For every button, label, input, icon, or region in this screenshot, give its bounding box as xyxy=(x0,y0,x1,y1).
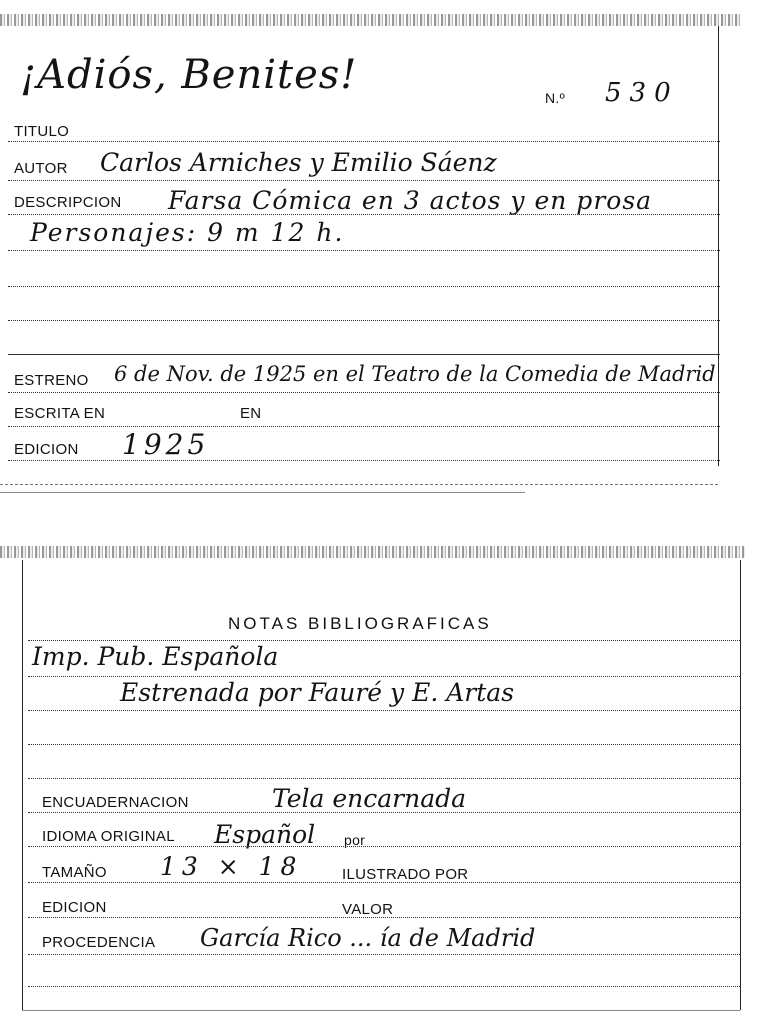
rule xyxy=(8,180,720,181)
title-handwritten: ¡Adiós, Benites! xyxy=(20,52,358,98)
procedencia-value: García Rico ... ía de Madrid xyxy=(200,924,536,952)
card-left-border xyxy=(22,560,23,1010)
card-bottom-edge xyxy=(0,484,718,485)
edicion-label: EDICION xyxy=(42,899,107,916)
card-right-border xyxy=(740,560,741,1010)
por-label: por xyxy=(344,832,366,848)
autor-label: AUTOR xyxy=(14,160,68,177)
encuadernacion-label: ENCUADERNACION xyxy=(42,794,189,811)
rule xyxy=(28,640,740,641)
procedencia-label: PROCEDENCIA xyxy=(42,934,156,951)
estreno-label: ESTRENO xyxy=(14,372,89,389)
rule xyxy=(28,710,740,711)
numero-label: N.º xyxy=(545,90,566,106)
card-top-edge xyxy=(0,14,740,26)
rule xyxy=(28,812,740,813)
tamano-label: TAMAÑO xyxy=(42,864,107,881)
rule xyxy=(8,320,720,321)
rule xyxy=(28,882,740,883)
rule xyxy=(28,917,740,918)
tamano-value: 13 × 18 xyxy=(160,852,303,881)
rule xyxy=(28,986,740,987)
rule xyxy=(8,214,720,215)
notes-line-1: Imp. Pub. Española xyxy=(32,642,279,671)
catalog-card-top xyxy=(0,0,759,500)
escrita-en-label: ESCRITA EN xyxy=(14,405,106,422)
rule xyxy=(28,744,740,745)
encuadernacion-value: Tela encarnada xyxy=(272,784,467,813)
descripcion-label: DESCRIPCION xyxy=(14,194,122,211)
card-top-edge xyxy=(0,546,745,558)
rule xyxy=(28,676,740,677)
descripcion-value: Farsa Cómica en 3 actos y en prosa xyxy=(168,186,653,215)
numero-value: 530 xyxy=(605,78,679,108)
card-bottom-edge xyxy=(0,492,525,493)
edicion-value: 1925 xyxy=(122,428,210,461)
titulo-label: TITULO xyxy=(14,123,70,140)
idioma-original-label: IDIOMA ORIGINAL xyxy=(42,828,175,845)
edicion-label: EDICION xyxy=(14,441,79,458)
rule xyxy=(8,250,720,251)
rule xyxy=(8,286,720,287)
rule xyxy=(8,392,720,393)
notes-line-2: Estrenada por Fauré y E. Artas xyxy=(120,678,515,707)
card-right-border xyxy=(718,26,719,466)
en-label: EN xyxy=(240,405,262,422)
card-bottom-edge xyxy=(22,1010,740,1011)
autor-value: Carlos Arniches y Emilio Sáenz xyxy=(100,148,497,177)
rule xyxy=(8,354,720,355)
idioma-original-value: Español xyxy=(214,820,316,849)
notas-heading: NOTAS BIBLIOGRAFICAS xyxy=(228,614,492,633)
rule xyxy=(28,846,740,847)
rule xyxy=(28,778,740,779)
personajes-value: Personajes: 9 m 12 h. xyxy=(30,218,345,247)
rule xyxy=(28,954,740,955)
catalog-card-bottom xyxy=(0,540,759,1028)
rule xyxy=(8,460,720,461)
ilustrado-por-label: ILUSTRADO POR xyxy=(342,866,469,883)
rule xyxy=(8,426,720,427)
rule xyxy=(8,141,720,142)
valor-label: VALOR xyxy=(342,901,394,918)
estreno-value: 6 de Nov. de 1925 en el Teatro de la Comedia de Madrid xyxy=(114,362,716,386)
